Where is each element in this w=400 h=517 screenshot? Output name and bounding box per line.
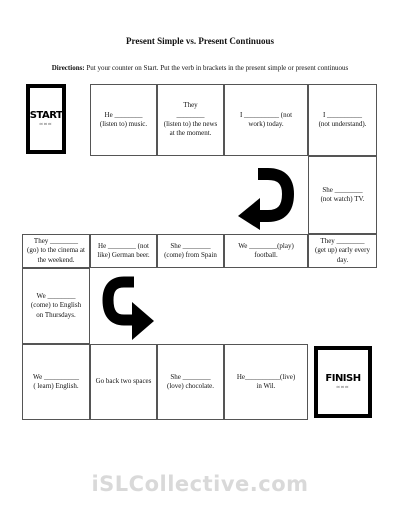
cell-text: They ________ (get up) early every day. xyxy=(315,236,370,264)
directions-text: Put your counter on Start. Put the verb in brackets in the present simple or present continuous xyxy=(86,64,349,72)
cell-text: He__________(live) in Wil. xyxy=(236,372,296,390)
board-cell-r5c1 xyxy=(22,344,90,420)
board-cell-r5c2 xyxy=(90,344,157,420)
directions-label: Directions: xyxy=(51,64,85,72)
cell-text: Go back two spaces xyxy=(95,377,152,386)
cell-text: She ________ (come) from Spain xyxy=(164,241,217,259)
board-cell-r5c3 xyxy=(157,344,224,420)
board-cell-r4c1 xyxy=(22,268,90,344)
cell-text: They ________ (go) to the cinema at the weekend. xyxy=(27,236,85,264)
start-decoration: ≈≈≈ xyxy=(39,122,53,128)
board-cell-r3c3 xyxy=(157,234,224,268)
finish-square xyxy=(314,346,372,418)
board-cell-r3c5 xyxy=(308,234,377,268)
cell-text: I __________ (not understand). xyxy=(318,110,367,128)
start-label: START xyxy=(29,110,63,121)
cell-text: We __________ ( learn) English. xyxy=(33,372,79,390)
cell-text: He ________ (listen to) music. xyxy=(99,110,148,128)
board-cell-r1c2 xyxy=(90,84,157,156)
finish-label: FINISH xyxy=(325,373,361,384)
board-cell-r3c1 xyxy=(22,234,90,268)
cell-text: We ________(play) football. xyxy=(238,241,294,259)
board-cell-r5c4 xyxy=(224,344,308,420)
board-cell-r1c5 xyxy=(308,84,377,156)
cell-text: She ________ (not watch) TV. xyxy=(320,185,365,203)
cell-text: They ________ (listen to) the news at the moment. xyxy=(163,101,218,138)
board-cell-r2c5 xyxy=(308,156,377,234)
start-square xyxy=(26,84,66,154)
board-cell-r1c3 xyxy=(157,84,224,156)
curved-arrow-icon xyxy=(100,272,156,342)
site-watermark: iSLCollective.com xyxy=(91,472,309,496)
cell-text: I __________ (not work) today. xyxy=(239,110,293,128)
board-cell-r1c4 xyxy=(224,84,308,156)
curved-arrow-icon xyxy=(236,160,298,230)
cell-text: He ________ (not like) German beer. xyxy=(97,241,150,259)
cell-text: She ________ (love) chocolate. xyxy=(166,372,215,390)
page-title: Present Simple vs. Present Continuous xyxy=(126,36,274,46)
finish-decoration: ≈≈≈ xyxy=(336,385,350,391)
directions xyxy=(0,64,400,72)
board-cell-r3c4 xyxy=(224,234,308,268)
board-cell-r3c2 xyxy=(90,234,157,268)
cell-text: We ________ (come) to English on Thursdays. xyxy=(30,291,82,319)
